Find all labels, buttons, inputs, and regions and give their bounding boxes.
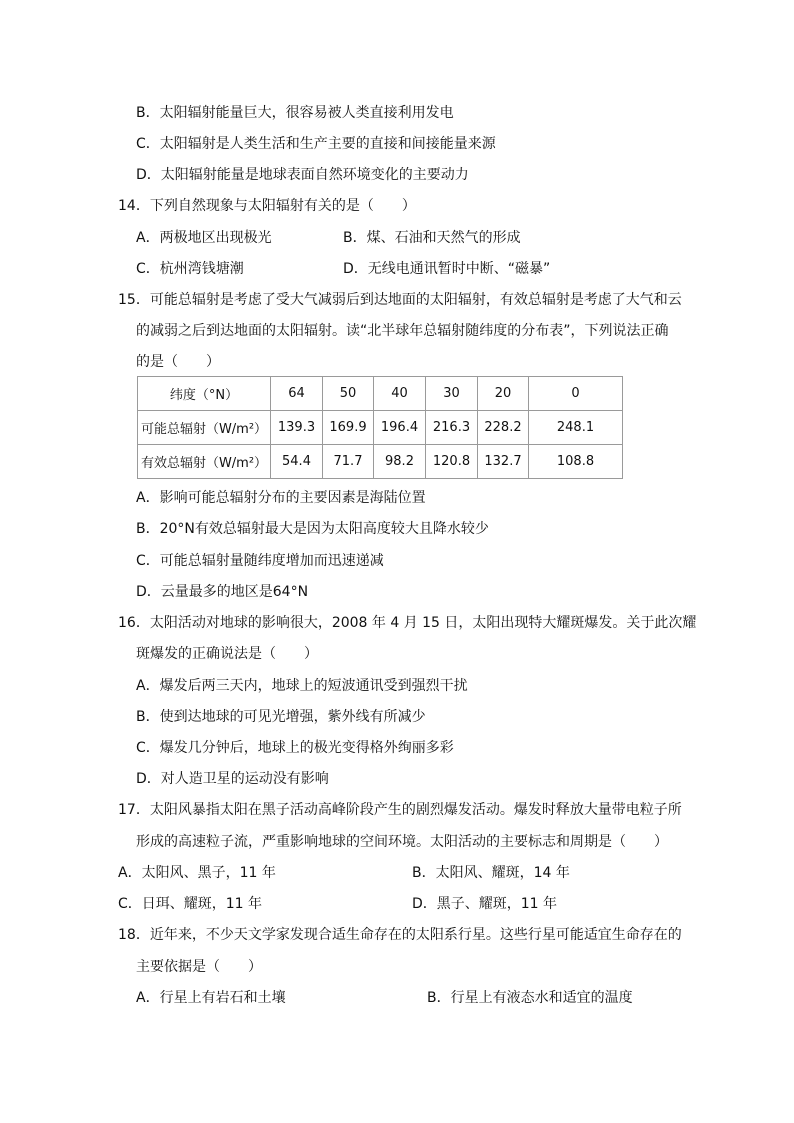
q13-option-c: C．太阳辐射是人类生活和生产主要的直接和间接能量来源 bbox=[136, 136, 496, 152]
table-row bbox=[138, 445, 623, 479]
table-cell: 132.7 bbox=[478, 445, 529, 479]
table-cell: 可能总辐射（W/m²） bbox=[138, 411, 271, 445]
q15-option-d: D．云量最多的地区是64°N bbox=[136, 584, 309, 600]
table-cell: 196.4 bbox=[374, 411, 426, 445]
table-cell: 54.4 bbox=[271, 445, 323, 479]
q15-stem-line3: 的是（ ） bbox=[136, 354, 220, 370]
q16-option-b: B．使到达地球的可见光增强，紫外线有所减少 bbox=[136, 709, 426, 725]
q14-option-a: A．两极地区出现极光 bbox=[136, 230, 272, 246]
q14-option-d: D．无线电通讯暂时中断、“磁暴” bbox=[343, 261, 551, 277]
q17-option-b: B．太阳风、耀斑，14 年 bbox=[412, 865, 570, 881]
table-cell: 108.8 bbox=[529, 445, 623, 479]
table-header-row bbox=[138, 377, 623, 411]
q17-option-d: D．黑子、耀斑，11 年 bbox=[412, 896, 558, 912]
table-cell: 216.3 bbox=[426, 411, 478, 445]
table-cell: 139.3 bbox=[271, 411, 323, 445]
table-cell: 纬度（°N） bbox=[138, 377, 271, 411]
q15-option-c: C．可能总辐射量随纬度增加而迅速递减 bbox=[136, 553, 384, 569]
table-cell: 120.8 bbox=[426, 445, 478, 479]
table-cell: 98.2 bbox=[374, 445, 426, 479]
q18-option-a: A．行星上有岩石和土壤 bbox=[136, 990, 286, 1006]
table-cell: 20 bbox=[478, 377, 529, 411]
q14-stem: 14．下列自然现象与太阳辐射有关的是（ ） bbox=[118, 198, 416, 214]
table-cell: 228.2 bbox=[478, 411, 529, 445]
q15-option-a: A．影响可能总辐射分布的主要因素是海陆位置 bbox=[136, 490, 426, 506]
q14-option-c: C．杭州湾钱塘潮 bbox=[136, 261, 244, 277]
q16-stem-line2: 斑爆发的正确说法是（ ） bbox=[136, 646, 318, 662]
q18-option-b: B．行星上有液态水和适宜的温度 bbox=[427, 990, 633, 1006]
table-cell: 有效总辐射（W/m²） bbox=[138, 445, 271, 479]
q15-stem-line2: 的减弱之后到达地面的太阳辐射。读“北半球年总辐射随纬度的分布表”，下列说法正确 bbox=[136, 323, 669, 339]
q16-option-c: C．爆发几分钟后，地球上的极光变得格外绚丽多彩 bbox=[136, 740, 454, 756]
table-cell: 248.1 bbox=[529, 411, 623, 445]
radiation-latitude-table bbox=[137, 376, 623, 479]
q16-stem-line1: 16．太阳活动对地球的影响很大，2008 年 4 月 15 日，太阳出现特大耀斑爆发。关于此次耀 bbox=[118, 615, 697, 631]
q13-option-b: B．太阳辐射能量巨大，很容易被人类直接利用发电 bbox=[136, 105, 454, 121]
q18-stem-line1: 18．近年来，不少天文学家发现合适生命存在的太阳系行星。这些行星可能适宜生命存在的 bbox=[118, 927, 682, 943]
q18-stem-line2: 主要依据是（ ） bbox=[136, 959, 262, 975]
q16-option-d: D．对人造卫星的运动没有影响 bbox=[136, 771, 329, 787]
q16-option-a: A．爆发后两三天内，地球上的短波通讯受到强烈干扰 bbox=[136, 678, 468, 694]
table-cell: 50 bbox=[323, 377, 374, 411]
table-row bbox=[138, 411, 623, 445]
table-cell: 64 bbox=[271, 377, 323, 411]
q15-stem-line1: 15．可能总辐射是考虑了受大气减弱后到达地面的太阳辐射，有效总辐射是考虑了大气和云 bbox=[118, 292, 682, 308]
q17-option-a: A．太阳风、黑子，11 年 bbox=[118, 865, 276, 881]
q17-stem-line2: 形成的高速粒子流，严重影响地球的空间环境。太阳活动的主要标志和周期是（ ） bbox=[136, 834, 668, 850]
table-cell: 71.7 bbox=[323, 445, 374, 479]
q17-option-c: C．日珥、耀斑，11 年 bbox=[118, 896, 263, 912]
table-cell: 0 bbox=[529, 377, 623, 411]
table-cell: 40 bbox=[374, 377, 426, 411]
q13-option-d: D．太阳辐射能量是地球表面自然环境变化的主要动力 bbox=[136, 167, 469, 183]
q14-option-b: B．煤、石油和天然气的形成 bbox=[343, 230, 521, 246]
q15-option-b: B．20°N有效总辐射最大是因为太阳高度较大且降水较少 bbox=[136, 521, 489, 537]
q17-stem-line1: 17．太阳风暴指太阳在黑子活动高峰阶段产生的剧烈爆发活动。爆发时释放大量带电粒子所 bbox=[118, 802, 682, 818]
table-cell: 169.9 bbox=[323, 411, 374, 445]
table-cell: 30 bbox=[426, 377, 478, 411]
